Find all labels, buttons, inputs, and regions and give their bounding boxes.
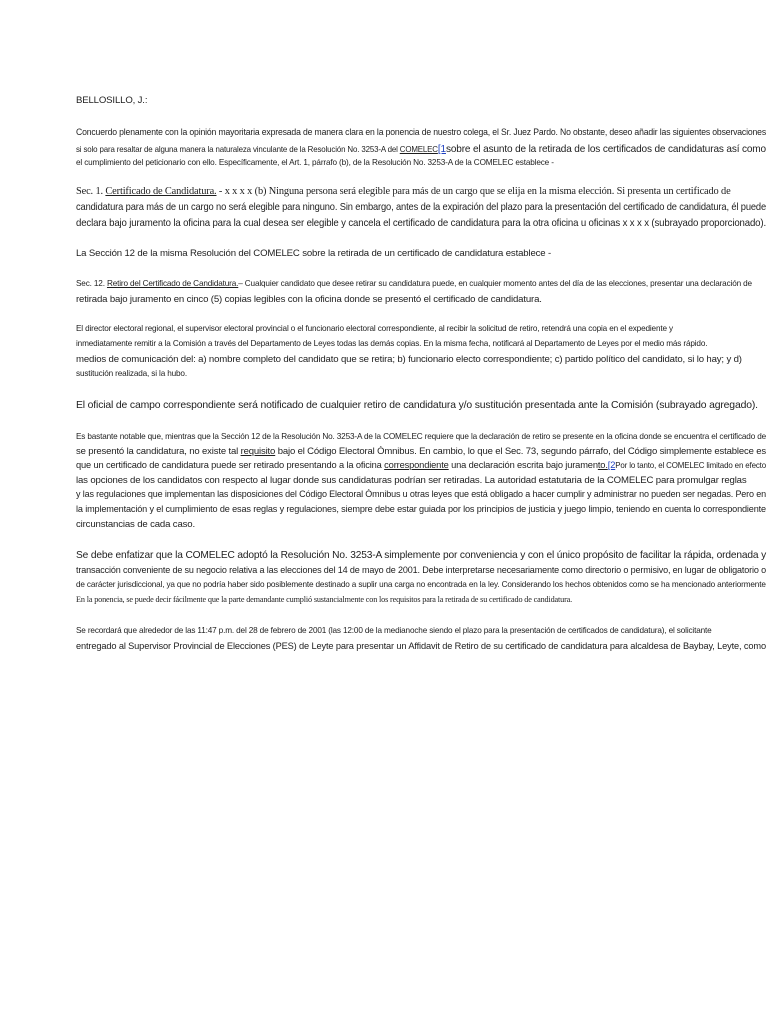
paragraph-8-line-4: En la ponencia, se puede decir fácilmente que la parte demandante cumplió sustancialmente con los requisitos para la retirada de su certificado de candidatura. xyxy=(76,595,573,604)
paragraph-4-line-2: retirada bajo juramento en cinco (5) copias legibles con la oficina donde se presentó el certificado de candidatura. xyxy=(76,294,542,305)
author-heading xyxy=(76,96,147,106)
paragraph-3-line-1: La Sección 12 de la misma Resolución del COMELEC sobre la retirada de un certificado de candidatura establece - xyxy=(76,248,552,259)
paragraph-7-line-5: y las regulaciones que implementan las disposiciones del Código Electoral Ómnibus u otras leyes que está obligado a hacer cumplir y administrar no pueden ser negadas. Pero en xyxy=(76,489,767,500)
paragraph-7-line-4: las opciones de los candidatos con respecto al lugar donde sus candidaturas podrían ser retiradas. La autoridad estatutaria de la COMELEC para promulgar reglas xyxy=(76,475,747,486)
paragraph-6-line-1: El oficial de campo correspondiente será notificado de cualquier retiro de candidatura y/o sustitución presentada ante la Comisión (subrayado agregado). xyxy=(76,400,758,411)
paragraph-5-line-1: El director electoral regional, el supervisor electoral provincial o el funcionario electoral correspondiente, al recibir la solicitud de retiro, retendrá una copia en el expediente y xyxy=(76,324,673,333)
footnote-link-2[interactable]: [2 xyxy=(607,460,616,471)
paragraph-1-line-1: Concuerdo plenamente con la opinión mayoritaria expresada de manera clara en la ponencia de nuestro colega, el Sr. Juez Pardo. No obstante, deseo añadir las siguientes observaciones xyxy=(76,127,766,137)
paragraph-9-line-1: Se recordará que alrededor de las 11:47 p.m. del 28 de febrero de 2001 (las 12:00 de la medianoche siendo el plazo para la presentación de certificados de candidatura), el solicitante xyxy=(76,626,712,635)
paragraph-5-line-3: medios de comunicación del: a) nombre completo del candidato que se retira; b) funcionario electo correspondiente; c) partido político del candidato, si lo hay; y d) xyxy=(76,354,742,365)
paragraph-7-line-1: Es bastante notable que, mientras que la Sección 12 de la Resolución No. 3253-A de la COMELEC requiere que la declaración de retiro se presente en la oficina donde se encuentra el certificado de xyxy=(76,432,767,441)
paragraph-8-line-1: Se debe enfatizar que la COMELEC adoptó la Resolución No. 3253-A simplemente por conveniencia y con el único propósito de facilitar la rápida, ordenada y xyxy=(76,550,767,561)
section-1-title: Certificado de Candidatura. xyxy=(105,186,217,197)
paragraph-8-line-3: de carácter jurisdiccional, ya que no podría haber sido posiblemente destinado a suplir una carga no encontrada en la ley. Considerando los hechos obtenidos como se ha mencionado anteriormente xyxy=(76,580,766,589)
paragraph-2-line-2: candidatura para más de un cargo no será elegible para ninguno. Sin embargo, antes de la expiración del plazo para la presentación del certificado de candidatura, él puede xyxy=(76,202,767,213)
requisito-underlined: requisito xyxy=(240,446,276,457)
paragraph-7-line-2: se presentó la candidatura, no existe tal requisito bajo el Código Electoral Ómnibus. En cambio, lo que el Sec. 73, segundo párrafo, del Código simplemente establece es xyxy=(76,446,766,457)
paragraph-7-line-3: que un certificado de candidatura puede ser retirado presentando a la oficina correspondiente una declaración escrita bajo juramento.[2Por lo tanto, el COMELEC limitado en efecto xyxy=(76,460,767,471)
paragraph-2-line-3: declara bajo juramento la oficina para la cual desea ser elegible y cancela el certificado de candidatura para la otra oficina u oficinas x x x x (subrayado proporcionado). xyxy=(76,218,766,229)
author-name: BELLOSILLO, J.: xyxy=(76,95,148,106)
paragraph-4-line-1: Sec. 12. Retiro del Certificado de Candidatura.– Cualquier candidato que desee retirar su candidatura puede, en cualquier momento antes del día de las elecciones, presentar una declaración de xyxy=(76,279,752,288)
paragraph-2-line-1: Sec. 1. Certificado de Candidatura. - x x x x (b) Ninguna persona será elegible para más de un cargo que se elija en la misma elección. Si presenta un certificado de xyxy=(76,186,731,197)
paragraph-9-line-2: entregado al Supervisor Provincial de Elecciones (PES) de Leyte para presentar un Affidavit de Retiro de su certificado de candidatura para alcaldesa de Baybay, Leyte, como xyxy=(76,641,766,652)
paragraph-7-line-6: la implementación y el cumplimiento de esas reglas y regulaciones, siempre debe estar guiada por los principios de justicia y juego limpio, teniendo en cuenta lo correspondiente xyxy=(76,504,766,515)
paragraph-5-line-2: inmediatamente remitir a la Comisión a través del Departamento de Leyes todas las demás copias. En la misma fecha, notificará al Departamento de Leyes por el medio más rápido. xyxy=(76,339,708,348)
correspondiente-underlined: correspondiente xyxy=(384,460,449,471)
paragraph-8-line-2: transacción conveniente de su negocio relativa a las elecciones del 14 de mayo de 2001. Debe interpretarse necesariamente como directorio o permisivo, en lugar de obligatorio o xyxy=(76,565,766,576)
comelec-underlined: COMELEC xyxy=(399,145,438,154)
paragraph-7-line-7: circunstancias de cada caso. xyxy=(76,519,195,530)
paragraph-5-line-4: sustitución realizada, si la hubo. xyxy=(76,369,187,378)
paragraph-1-line-3: el cumplimiento del peticionario con ello. Específicamente, el Art. 1, párrafo (b), de la Resolución No. 3253-A de la COMELEC establece - xyxy=(76,158,554,167)
section-12-title: Retiro del Certificado de Candidatura. xyxy=(106,279,239,288)
paragraph-1-line-2: si solo para resaltar de alguna manera la naturaleza vinculante de la Resolución No. 3253-A del COMELEC[1sobre el asunto de la retirada de los certificados de candidaturas así como xyxy=(76,144,766,155)
footnote-link-1[interactable]: [1 xyxy=(437,144,446,155)
